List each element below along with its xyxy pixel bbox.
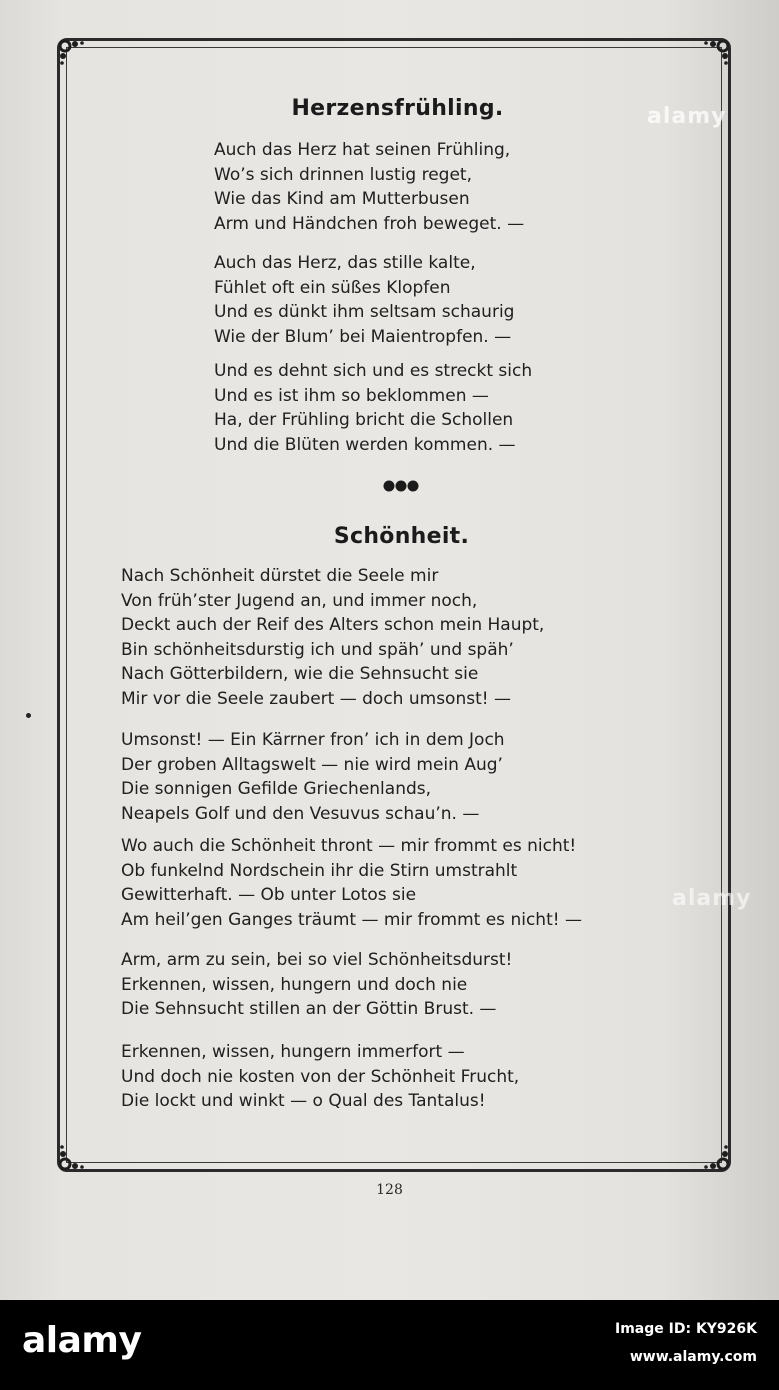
verse-line: Am heil’gen Ganges träumt — mir frommt es nicht! — — [121, 909, 582, 930]
verse-line: Die lockt und winkt — o Qual des Tantalus! — [121, 1091, 486, 1112]
verse-line: Und es ist ihm so beklommen — — [214, 385, 489, 406]
stanza — [121, 834, 582, 932]
corner-ornament-icon — [698, 1139, 732, 1173]
verse-line: Gewitterhaft. — Ob unter Lotos sie — [121, 885, 417, 906]
verse-line: Und es dünkt ihm seltsam schaurig — [214, 302, 515, 322]
verse-line: Wo’s sich drinnen lustig reget, — [214, 164, 473, 185]
verse-line: Nach Schönheit dürstet die Seele mir — [121, 566, 439, 586]
verse-line: Der groben Alltagswelt — nie wird mein Aug’ — [121, 754, 503, 775]
site-url: www.alamy.com — [629, 1349, 757, 1365]
verse-line: Umsonst! — Ein Kärrner fron’ ich in dem Joch — [121, 730, 505, 750]
stanza — [214, 138, 524, 236]
verse-line: Fühlet oft ein süßes Klopfen — [214, 277, 451, 298]
verse-line: Arm, arm zu sein, bei so viel Schönheitsdurst! — [121, 950, 513, 970]
stanza — [121, 948, 512, 1022]
verse-line: Die sonnigen Gefilde Griechenlands, — [121, 779, 432, 800]
corner-ornament-icon — [698, 37, 732, 71]
verse-line: Deckt auch der Reif des Alters schon mein Haupt, — [121, 615, 545, 636]
stanza — [214, 359, 532, 457]
ink-speck — [26, 713, 31, 718]
image-id-label: Image ID: KY926K — [615, 1321, 757, 1337]
verse-line: Und die Blüten werden kommen. — — [214, 434, 516, 455]
verse-line: Wo auch die Schönheit thront — mir frommt es nicht! — [121, 836, 577, 856]
section-divider-icon — [381, 478, 421, 494]
verse-line: Und doch nie kosten von der Schönheit Frucht, — [121, 1066, 520, 1087]
verse-line: Arm und Händchen froh beweget. — — [214, 213, 525, 234]
poem-title: Schönheit. — [333, 524, 470, 549]
verse-line: Von früh’ster Jugend an, und immer noch, — [121, 590, 478, 611]
stanza — [121, 1040, 519, 1114]
watermark-overlay: alamy — [672, 886, 752, 911]
verse-line: Ha, der Frühling bricht die Schollen — [214, 410, 514, 430]
brand-logo: alamy — [22, 1320, 142, 1361]
verse-line: Auch das Herz hat seinen Frühling, — [214, 140, 511, 160]
verse-line: Die Sehnsucht stillen an der Göttin Brust. — — [121, 999, 497, 1020]
verse-line: Bin schönheitsdurstig ich und späh’ und späh’ — [121, 639, 514, 660]
verse-line: Erkennen, wissen, hungern und doch nie — [121, 974, 468, 995]
verse-line: Mir vor die Seele zaubert — doch umsonst! — — [121, 688, 511, 709]
verse-line: Nach Götterbildern, wie die Sehnsucht sie — [121, 664, 479, 685]
corner-ornament-icon — [56, 1139, 90, 1173]
watermark-overlay: alamy — [647, 104, 727, 129]
page-number: 128 — [376, 1182, 403, 1198]
verse-line: Wie das Kind am Mutterbusen — [214, 189, 470, 209]
verse-line: Wie der Blum’ bei Maientropfen. — — [214, 326, 512, 347]
stanza — [214, 251, 514, 349]
verse-line: Ob funkelnd Nordschein ihr die Stirn umstrahlt — [121, 860, 518, 881]
stanza — [121, 728, 505, 826]
stanza — [121, 564, 544, 712]
verse-line: Erkennen, wissen, hungern immerfort — — [121, 1042, 465, 1062]
poem-title: Herzensfrühling. — [291, 96, 504, 121]
verse-line: Auch das Herz, das stille kalte, — [214, 253, 476, 273]
corner-ornament-icon — [56, 37, 90, 71]
verse-line: Und es dehnt sich und es streckt sich — [214, 361, 533, 381]
verse-line: Neapels Golf und den Vesuvus schau’n. — — [121, 803, 480, 824]
